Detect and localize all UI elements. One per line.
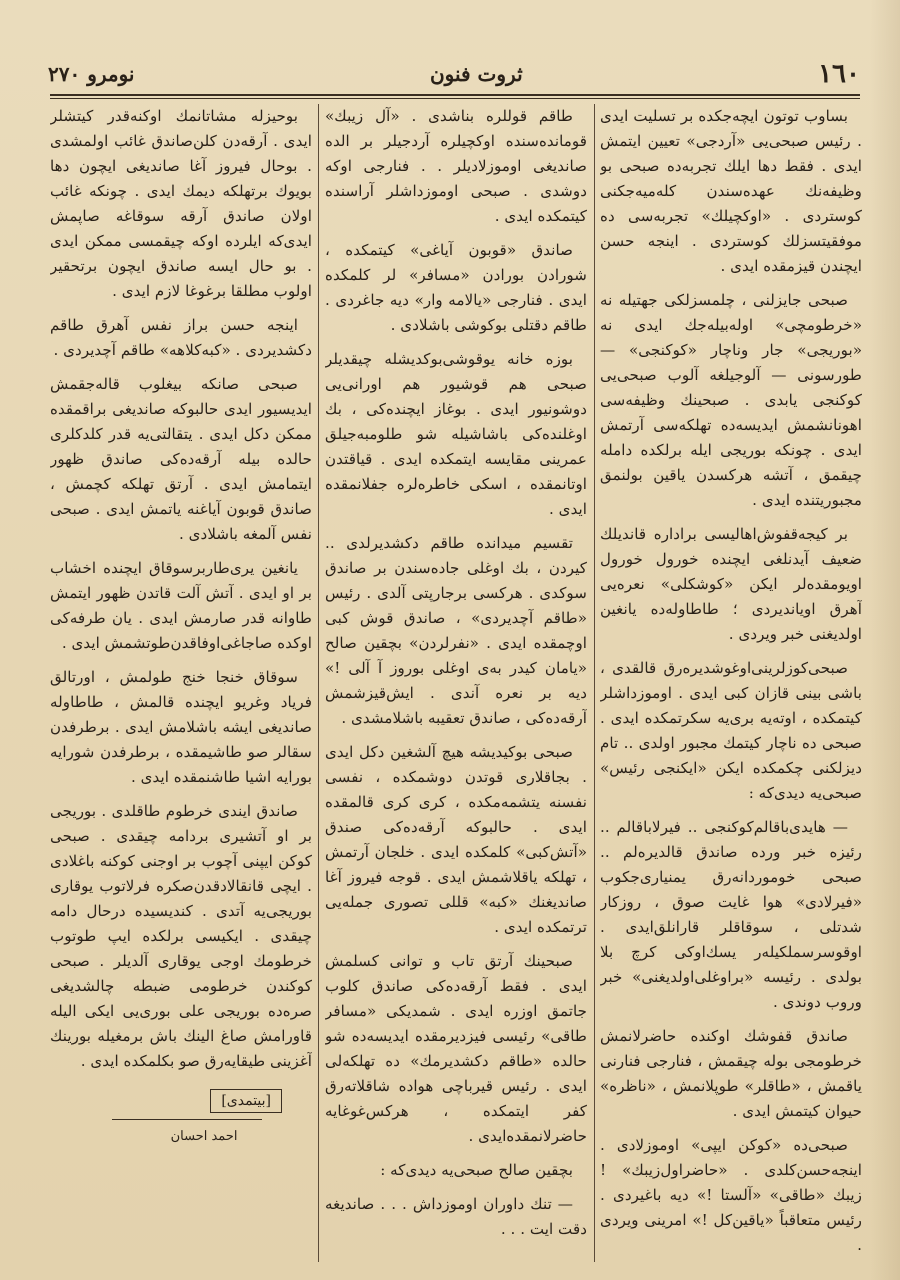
issue-number: نومرو ٢٧٠ [48, 62, 135, 86]
paragraph: — تنك داوران اوموزداش . . . صاندیغه دقت ایت . . . [325, 1195, 587, 1238]
paragraph: صبحی صانکه بیغلوب قالە‌جقمش ایدیسیور ایدی حالبوکه صاندیغی براقمقده ممکن دکل ایدی . یتقالتی‌یه قدر کلدکلری حالده بیله آرقەده‌کی صاندق ظهور ایتمامش ایدی . آرتق تهلکه کچمش ، صاندق قوبون آیاغنه یاتمش ایدی . صبحی نفس آلمغه باشلادی . [50, 375, 312, 543]
continued-notice: [بیتمدی] [210, 1089, 282, 1113]
paragraph: صبحی‌کوزلرینی‌اوغوشدیره‌رق قالقدی ، باشی بینی قازان کبی ایدی . اوموزداشلر کیتمکده ، اوته‌یه بری‌یه سکرتمکده ایدی . صبحی ده ناچار کیتمك مجبور اولدی .. تام دیزلکنی چکمکده ایکن «ایکنجی رئیس» صبحی‌یه دیدی‌که : [600, 659, 862, 802]
header-rule-thin [50, 98, 860, 99]
signature-rule [112, 1119, 262, 1120]
column-left [50, 104, 312, 1264]
paragraph: صاندق قفوشك اوکنده حاضرلانمش خرطومجی بوله چیقمش ، فنارجی فنارنی یاقمش ، «طاقلر» طوپلانمش ، «ناظره» حیوان کیتمش ایدی . [600, 1027, 862, 1120]
paragraph: بوحیزله مشاتانمك اوکنه‌قدر کیتشلر ایدی . آرقەدن کلن‌صاندق غائب اولمشدی . بوحال فیروز آغا صاندیغی ایچون دها بویوك برتهلکه دیمك ایدی . چونکه غائب اولان صاندق آرقه سوقاغه صاپمش ایدی‌که ایلرده اوکه چیقمسی ممکن ایدی . بو حال ایسه صاندق ایچون برتحقیر اولوب مطلقا برغوغا لازم ایدی . [50, 107, 312, 300]
paragraph: بچقین صالح صبحی‌یه دیدی‌که : [380, 1161, 573, 1179]
paragraph: صبحینك آرتق تاب و توانی کسلمش ایدی . فقط آرقەده‌کی صاندق کلوب جاتمق اوزره ایدی . شمدیکی «مسافر طاقی» رئیسی فیزدیرمقده ایدیسه‌ده شو حالده «طاقم دکشدیرمك» ده تهلکه‌لی ایدی . رئیس قیرباچی هواده شاقلاتەرق کفر ایتمکده ، هرکس‌غوغایه حاضرلانمقده‌ایدی . [325, 952, 587, 1145]
article-columns [50, 104, 862, 1264]
paragraph: صاندق «قوبون آیاغی» کیتمکده ، شورادن بورادن «مسافر» لر کلمکده ایدی . فنارجی «یالامه وار» دیه جاغردی . طاقم دقتلی بوکوشی باشلادی . [325, 241, 587, 334]
paragraph: بساوب توتون ایچه‌جکده بر تسلیت ایدی . رئیس صبحی‌یی «آردجی» تعیین ایتمش ایدی . فقط دها ایلك تجربه‌ده صبحی بو وظیفه‌نك عهده‌سندن كله‌میه‌جکنی کوستردی . «اوکچیلك» تجربه‌سی ده موفقیتسزلك کوستردی . اینجه حسن ایچندن قیزمقده ایدی . [600, 107, 862, 275]
paragraph: یانغین یری‌طاربرسوقاق ایچنده اخشاب بر او ایدی . آتش آلت قاتدن ظهور ایتمش طاوانه قدر صارمش ایدی . یان طرفه‌کی اوکده صاجاغی‌اوفاقدن‌طوتشمش ایدی . [50, 559, 312, 652]
paragraph: صاندق ایندی خرطوم طاقلدی . بوریجی بر او آتشیری بردامه چیقدی . صبحی کوکن ایپنی آچوب بر اوجنی کوکنه باغلادی . ایچی قانقالادقدن‌صکره فرلاتوب یوقاری بوریجی‌یه آتدی . کندیسیده درحال دامه چیقدی . ایکیسی برلکده ایپ طوتوب خرطومك اوجی یوقاری آلدیلر . صبحی کوکندن خرطومی ضبطه چالشدیغی صرەده بوریجی علی بوری‌یی ایکی الیله قاورامش صاغ الینك باش برمغیله بورینك آغزینی طیقایه‌رق صو بکلمکده ایدی . [50, 802, 312, 1070]
page-header [48, 56, 860, 92]
paragraph: صبحی بوکیدیشه هیچ آلشغین دکل ایدی . بجاقلاری قوتدن دوشمکده ، نفسی نفسنه یتشمه‌مکده ، کری کری قالمقده ایدی . حالبوکه آرقەده‌کی صندق «آتش‌کبی» کلمکده ایدی . خلجان آرتمش ، تهلکه یاقلاشمش ایدی . قوجه فیروز آغا صاندیغنك «کبه» قللی تصوری جملەیی ترتمکده ایدی . [325, 743, 587, 936]
page-number: ١٦٠ [818, 59, 860, 89]
journal-title: ثروت فنون [429, 62, 523, 86]
paragraph: بوزه خانه یوقوشی‌بوکدیشله چیقدیلر صبحی هم قوشیور هم اورانی‌یی دوشونیور ایدی . بوغاز ایچنده‌کی ، بك اوغلنده‌کی باشاشیله شو طلومبه‌جیلق عمرینی مقایسه ایتمکده ایدی . قیاقتدن اوتانمقده ، اسکی خاطره‌لره جفلانمقده ایدی . [325, 350, 587, 518]
paragraph: — هایدی‌باقالم‌کوکنجی .. فیرلاباقالم .. رئیزه خبر ورده صاندق قالدیرەلم .. صبحی خوموردانه‌رق یمنیاری‌جکوب «فیرلادی» هوا غایت صوق ، روزکار شدتلی ، سوقاقلر قارانلق‌ایدی . اوقوسرسملکیلە‌ر یسك‌اوکی کرچ بلا بولدی . رئیسه «براوغلی‌اولدیغنی» خبر وروب دوندی . [600, 818, 862, 1011]
column-right [600, 104, 862, 1264]
column-middle [325, 104, 587, 1264]
paragraph: صبحی جایزلنی ، چلمسزلکی جهتیله نه «خرطومچی» اوله‌بیله‌جك ایدی نه «بوریجی» جار وناچار «کوکنجی» — طورسونی — آلوجیلغه آلوب صبحی‌یی کوکنجی یابدی . صبحینك وظیفه‌سی اهونانشمش ایدیسه‌ده تهلکه‌سی آرتمش ایدی . چونکه بوریجی ایله برلکده دامله چیقمق ، آتشه هرکسدن یاقین بولنمق مجبوریتنده ایدی . [600, 291, 862, 509]
header-rule [50, 94, 860, 96]
paragraph: اینجه حسن براز نفس آهرق طاقم دکشدیردی . «کبه‌کلاهه» طاقم آچدیردی . [50, 316, 312, 359]
paragraph: بر کیجه‌قفوش‌اهالیسی برادارە قاندیلك ضعیف آیدنلغی ایچنده خورول خورول اویومقده‌لر ایکن «کوشکلی» نعره‌یی آهرق اویاندیردی ؛ طاطاوله‌ده یانغین اولدیغنی خبر ویردی . [600, 525, 862, 643]
page-edge-shadow [870, 0, 900, 1280]
author-name: احمد احسان [170, 1129, 238, 1144]
paragraph: صبحی‌ده «کوکن ایپی» اوموزلادی . اینجه‌حسن‌کلدی . «حاضراول‌زیبك» ! زیبك «طاقی» «آلستا !» دیه باغیردی . رئیس متعاقباً «یاقین‌کل !» امرینی ویردی . [600, 1136, 862, 1254]
paragraph: سوقاق خنجا خنج طولمش ، اورتالق فریاد وغریو ایچنده قالمش ، طاطاوله صاندیغی ایشه باشلامش ایدی . برطرفدن سقالر صو طاشیمقده ، برطرفدن شورایه بورایه اشیا طاشنمقده ایدی . [50, 668, 312, 786]
paragraph: طاقم قوللره بناشدی . «آل زیبك» قوماندەسنده اوکچیلره آردجیلر بر الده صاندیغی اوموزلادیلر . . فنارجی اوکه دوشدی . صبحی اوموزداشلر آراسنده کیتمکده ایدی . [325, 107, 587, 225]
paragraph: تقسیم میدانده طاقم دکشدیرلدی .. کیردن ، بك اوغلی جاده‌سندن بر صاندق سوکدی . هرکسی برجارپتی آلدی . رئیس «طاقم آچدیردی» ، صاندق قوش کبی اوچمقده ایدی . «نفرلردن» بچقین صالح «یامان کیدر بەی اوغلی بوروز آ آلی !» دیه بر نعره آندی . ایش‌قیزشمش آرقەده‌کی ، صاندق تعقیبه باشلامشدی . [325, 534, 587, 727]
